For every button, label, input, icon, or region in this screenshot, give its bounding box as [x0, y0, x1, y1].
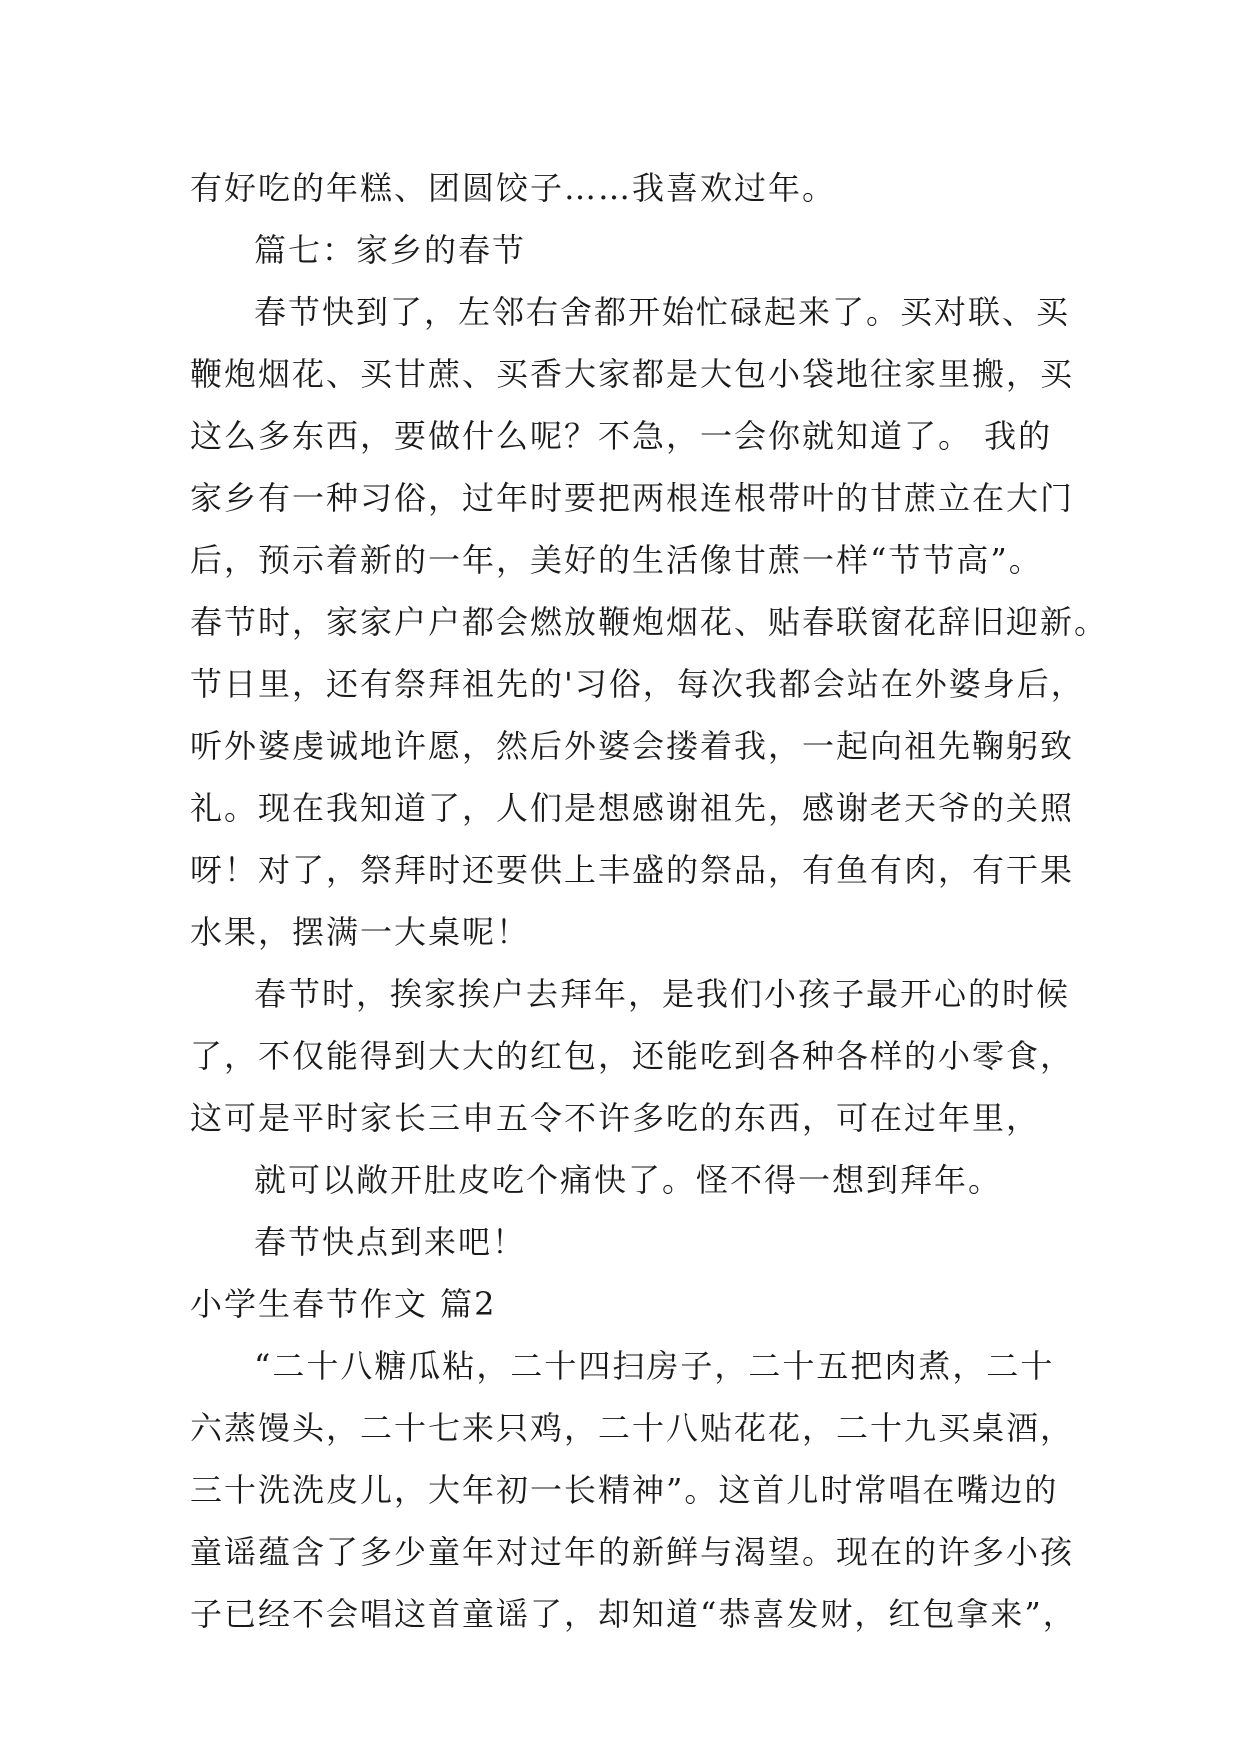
text-line: 春节时，挨家挨户去拜年，是我们小孩子最开心的时候 [254, 975, 1071, 1013]
section-heading: 小学生春节作文 篇2 [190, 1285, 497, 1323]
text-line: 三十洗洗皮儿，大年初一长精神”。这首儿时常唱在嘴边的 [190, 1471, 1059, 1509]
text-line: 了，不仅能得到大大的红包，还能吃到各种各样的小零食， [190, 1037, 1075, 1075]
text-line: 礼。现在我知道了，人们是想感谢祖先，感谢老天爷的关照 [190, 789, 1075, 827]
text-line: 呀！对了，祭拜时还要供上丰盛的祭品，有鱼有肉，有干果 [190, 851, 1075, 889]
text-line: 就可以敞开肚皮吃个痛快了。怪不得一想到拜年。 [254, 1161, 1003, 1199]
text-line: 听外婆虔诚地许愿，然后外婆会搂着我，一起向祖先鞠躬致 [190, 727, 1075, 765]
text-line: 春节快点到来吧！ [254, 1223, 527, 1261]
text-line: 子已经不会唱这首童谣了，却知道“恭喜发财，红包拿来”， [190, 1595, 1077, 1633]
text-line: 家乡有一种习俗，过年时要把两根连根带叶的甘蔗立在大门 [190, 479, 1075, 517]
text-line: 水果，摆满一大桌呢！ [190, 913, 531, 951]
text-line: 节日里，还有祭拜祖先的'习俗，每次我都会站在外婆身后， [190, 665, 1085, 703]
text-line: 这么多东西，要做什么呢？不急，一会你就知道了。 我的 [190, 417, 1053, 455]
text-line: 春节时，家家户户都会燃放鞭炮烟花、贴春联窗花辞旧迎新。 [190, 603, 1109, 641]
text-line: 童谣蕴含了多少童年对过年的新鲜与渴望。现在的许多小孩 [190, 1533, 1075, 1571]
text-line: 后，预示着新的一年，美好的生活像甘蔗一样“节节高”。 [190, 541, 1043, 579]
document-body [190, 157, 1109, 1645]
text-line: 六蒸馒头，二十七来只鸡，二十八贴花花，二十九买桌酒， [190, 1409, 1075, 1447]
text-line: 鞭炮烟花、买甘蔗、买香大家都是大包小袋地往家里搬，买 [190, 355, 1075, 393]
text-line: 春节快到了，左邻右舍都开始忙碌起来了。买对联、买 [254, 293, 1071, 331]
text-line: “二十八糖瓜粘，二十四扫房子，二十五把肉煮，二十 [254, 1347, 1055, 1385]
text-line: 这可是平时家长三申五令不许多吃的东西，可在过年里， [190, 1099, 1041, 1137]
section-heading: 篇七：家乡的春节 [254, 231, 527, 269]
text-line: 有好吃的年糕、团圆饺子……我喜欢过年。 [190, 169, 837, 207]
